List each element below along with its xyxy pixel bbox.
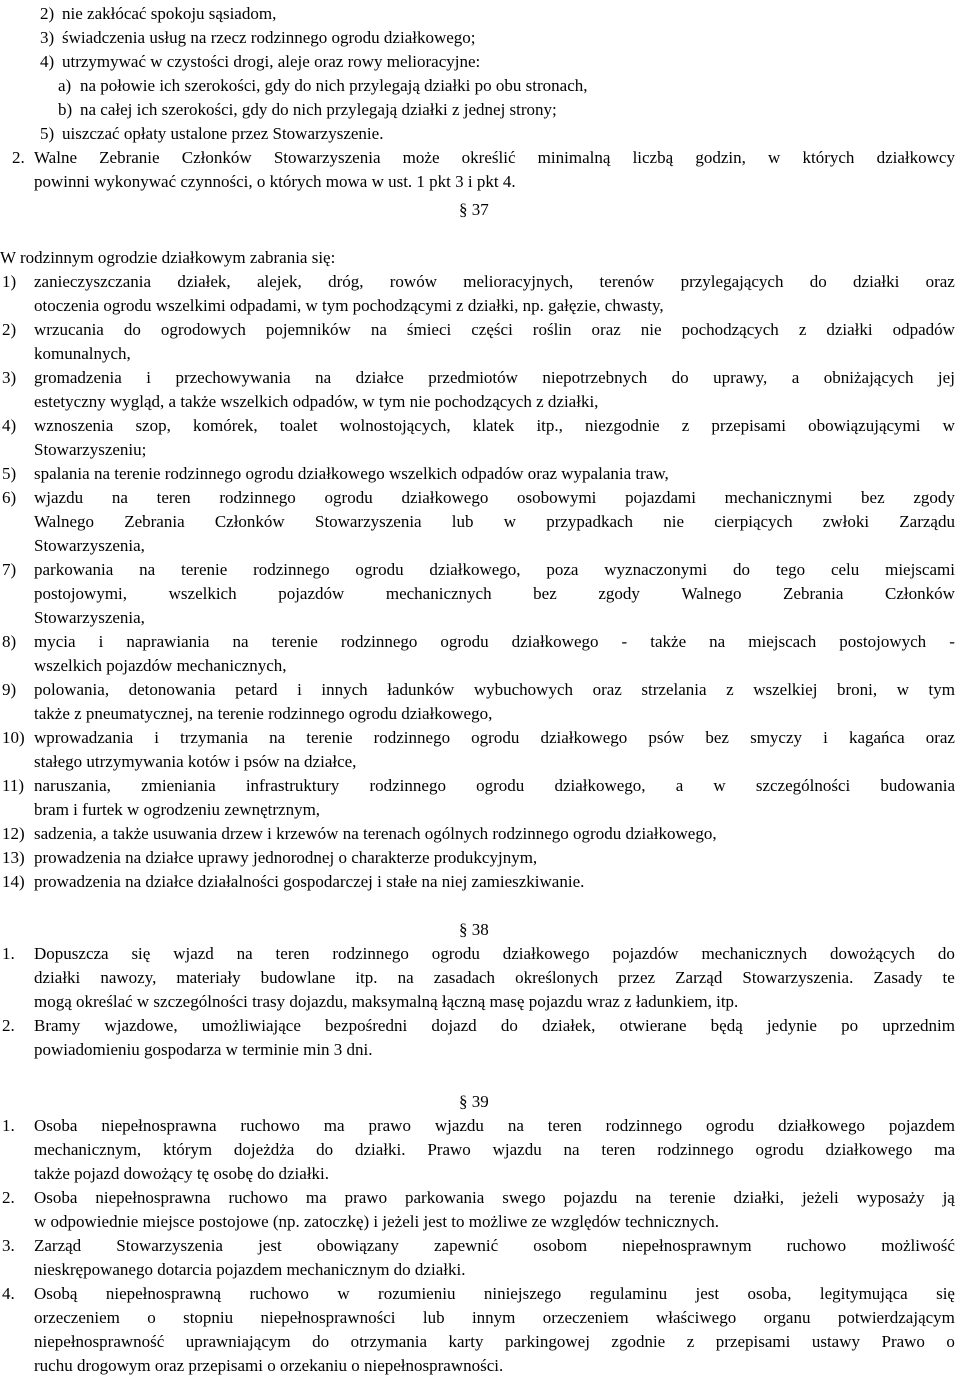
section-heading: [0, 918, 960, 942]
item-label: 14): [2, 872, 25, 891]
text-line: [0, 726, 960, 750]
line-text: powiadomieniu gospodarza w terminie min 3 dni.: [34, 1040, 373, 1059]
text-line: [0, 558, 960, 582]
line-text: Bramy wjazdowe, umożliwiające bezpośredni dojazd do działek, otwierane będą jedynie po uprzednim: [34, 1016, 955, 1035]
section-number: § 37: [459, 200, 489, 219]
text-line: [0, 678, 960, 702]
item-label: 6): [2, 488, 17, 507]
text-line: [0, 654, 960, 678]
item-label: 4): [2, 416, 17, 435]
line-text: prowadzenia na działce uprawy jednorodnej o charakterze produkcyjnym,: [34, 848, 538, 867]
line-text: zanieczyszczania działek, alejek, dróg, rowów melioracyjnych, terenów przylegających do działki oraz: [34, 272, 955, 291]
line-text: Stowarzyszenia,: [34, 608, 145, 627]
item-label: a): [58, 76, 72, 95]
text-line: [0, 74, 960, 98]
line-text: uiszczać opłaty ustalone przez Stowarzyszenie.: [62, 124, 384, 143]
line-text: Dopuszcza się wjazd na teren rodzinnego ogrodu działkowego pojazdów mechanicznych dowożących do: [34, 944, 955, 963]
text-line: [0, 1282, 960, 1306]
text-line: [0, 606, 960, 630]
line-text: komunalnych,: [34, 344, 131, 363]
line-text: mogą określać w szczególności trasy dojazdu, maksymalną łączną masę pojazdu wraz z ładunkiem, itp.: [34, 992, 739, 1011]
text-line: [0, 534, 960, 558]
item-label: 11): [2, 776, 25, 795]
item-label: 7): [2, 560, 17, 579]
section-number: § 39: [459, 1092, 489, 1111]
text-line: [0, 318, 960, 342]
text-line: [0, 702, 960, 726]
section-heading: [0, 198, 960, 222]
line-text: Osobą niepełnosprawną ruchowo w rozumieniu niniejszego regulaminu jest osoba, legitymująca się: [34, 1284, 955, 1303]
line-text: mycia i naprawiania na terenie rodzinnego ogrodu działkowego - także na miejscach postojowych -: [34, 632, 955, 651]
text-line: [0, 390, 960, 414]
item-label: 3): [40, 28, 55, 47]
line-text: powinni wykonywać czynności, o których mowa w ust. 1 pkt 3 i pkt 4.: [34, 172, 516, 191]
item-label: 12): [2, 824, 25, 843]
text-line: [0, 630, 960, 654]
line-text: także z pneumatycznej, na terenie rodzinnego ogrodu działkowego,: [34, 704, 493, 723]
text-line: [0, 2, 960, 26]
text-line: [0, 1258, 960, 1282]
text-line: [0, 462, 960, 486]
item-label: 8): [2, 632, 17, 651]
text-line: [0, 26, 960, 50]
line-text: parkowania na terenie rodzinnego ogrodu działkowego, poza wyznaczonymi do tego celu miejscami: [34, 560, 955, 579]
text-line: [0, 98, 960, 122]
text-line: [0, 170, 960, 194]
text-line: [0, 1114, 960, 1138]
line-text: postojowymi, wszelkich pojazdów mechanicznych bez zgody Walnego Zebrania Członków: [34, 584, 955, 603]
line-text: Walnego Zebrania Członków Stowarzyszenia lub w przypadkach nie cierpiących zwłoki Zarządu: [34, 512, 955, 531]
line-text: nie zakłócać spokoju sąsiadom,: [62, 4, 277, 23]
line-text: niepełnosprawność uprawniającym do otrzymania karty parkingowej zgodnie z przepisami ustawy Prawo o: [34, 1332, 955, 1351]
item-label: 5): [40, 124, 55, 143]
line-text: wrzucania do ogrodowych pojemników na śmieci części roślin oraz nie pochodzących z działki odpadów: [34, 320, 955, 339]
item-label: 10): [2, 728, 25, 747]
item-label: 2.: [12, 148, 25, 167]
text-line: [0, 414, 960, 438]
text-line: [0, 774, 960, 798]
line-text: utrzymywać w czystości drogi, aleje oraz rowy melioracyjne:: [62, 52, 481, 71]
line-text: Osoba niepełnosprawna ruchowo ma prawo wjazdu na teren rodzinnego ogrodu działkowego pojazdem: [34, 1116, 955, 1135]
text-line: [0, 1186, 960, 1210]
item-label: 5): [2, 464, 17, 483]
text-line: [0, 438, 960, 462]
text-line: [0, 870, 960, 894]
text-line: [0, 1038, 960, 1062]
text-line: [0, 966, 960, 990]
line-text: ruchu drogowym oraz przepisami o orzekaniu o niepełnosprawności.: [34, 1356, 504, 1375]
line-text: stałego utrzymywania kotów i psów na działce,: [34, 752, 357, 771]
line-text: sadzenia, a także usuwania drzew i krzewów na terenach ogólnych rodzinnego ogrodu działkowego,: [34, 824, 717, 843]
line-text: mechanicznym, którym dojeżdża do działki. Prawo wjazdu na teren rodzinnego ogrodu działkowego ma: [34, 1140, 955, 1159]
item-label: b): [58, 100, 73, 119]
line-text: prowadzenia na działce działalności gospodarczej i stałe na niej zamieszkiwanie.: [34, 872, 585, 891]
line-text: wznoszenia szop, komórek, toalet wolnostojących, klatek itp., niezgodnie z przepisami obowiązującymi w: [34, 416, 955, 435]
line-text: Zarząd Stowarzyszenia jest obowiązany zapewnić osobom niepełnosprawnym ruchowo możliwość: [34, 1236, 955, 1255]
line-text: nieskrępowanego dotarcia pojazdem mechanicznym do działki.: [34, 1260, 466, 1279]
text-line: [0, 822, 960, 846]
text-line: [0, 246, 960, 270]
line-text: wjazdu na teren rodzinnego ogrodu działkowego osobowymi pojazdami mechanicznymi bez zgody: [34, 488, 955, 507]
line-text: otoczenia ogrodu wszelkimi odpadami, w tym pochodzącymi z działki, np. gałęzie, chwasty,: [34, 296, 664, 315]
text-line: [0, 294, 960, 318]
section-heading: [0, 1090, 960, 1114]
line-text: Osoba niepełnosprawna ruchowo ma prawo parkowania swego pojazdu na terenie działki, jeżeli wyposaży ją: [34, 1188, 955, 1207]
line-text: wszelkich pojazdów mechanicznych,: [34, 656, 287, 675]
text-line: [0, 486, 960, 510]
item-label: 2): [40, 4, 55, 23]
item-label: 2): [2, 320, 17, 339]
line-text: orzeczeniem o stopniu niepełnosprawności lub innym orzeczeniem właściwego organu potwierdzającym: [34, 1308, 955, 1327]
item-label: 1.: [2, 944, 15, 963]
item-label: 3.: [2, 1236, 15, 1255]
item-label: 2.: [2, 1016, 15, 1035]
line-text: polowania, detonowania petard i innych ładunków wybuchowych oraz strzelania z wszelkiej broni, w tym: [34, 680, 955, 699]
line-text: wprowadzania i trzymania na terenie rodzinnego ogrodu działkowego psów bez smyczy i kagańca oraz: [34, 728, 955, 747]
text-line: [0, 750, 960, 774]
item-label: 13): [2, 848, 25, 867]
text-line: [0, 510, 960, 534]
line-text: W rodzinnym ogrodzie działkowym zabrania się:: [0, 248, 336, 267]
line-text: spalania na terenie rodzinnego ogrodu działkowego wszelkich odpadów oraz wypalania traw,: [34, 464, 669, 483]
text-line: [0, 1210, 960, 1234]
line-text: także pojazd dowożący tę osobę do działki.: [34, 1164, 330, 1183]
line-text: naruszania, zmieniania infrastruktury rodzinnego ogrodu działkowego, a w szczególności budowania: [34, 776, 955, 795]
text-line: [0, 846, 960, 870]
item-label: 4): [40, 52, 55, 71]
text-line: [0, 270, 960, 294]
item-label: 1): [2, 272, 17, 291]
text-line: [0, 1138, 960, 1162]
line-text: w odpowiednie miejsce postojowe (np. zatoczkę) i jeżeli jest to możliwe ze względów technicznych.: [34, 1212, 719, 1231]
line-text: na całej ich szerokości, gdy do nich przylegają działki z jednej strony;: [80, 100, 557, 119]
line-text: Walne Zebranie Członków Stowarzyszenia może określić minimalną liczbą godzin, w których działkowcy: [34, 148, 955, 167]
text-line: [0, 50, 960, 74]
item-label: 4.: [2, 1284, 15, 1303]
line-text: Stowarzyszenia,: [34, 536, 145, 555]
line-text: działki nawozy, materiały budowlane itp. na zasadach określonych przez Zarząd Stowarzyszenia. Zasady te: [34, 968, 955, 987]
text-line: [0, 798, 960, 822]
text-line: [0, 342, 960, 366]
item-label: 9): [2, 680, 17, 699]
text-line: [0, 582, 960, 606]
text-line: [0, 1306, 960, 1330]
text-line: [0, 1014, 960, 1038]
item-label: 1.: [2, 1116, 15, 1135]
item-label: 3): [2, 368, 17, 387]
text-line: [0, 942, 960, 966]
text-line: [0, 1354, 960, 1378]
text-line: [0, 990, 960, 1014]
line-text: bram i furtek w ogrodzeniu zewnętrznym,: [34, 800, 321, 819]
line-text: gromadzenia i przechowywania na działce przedmiotów niepotrzebnych do uprawy, a obniżających jej: [34, 368, 955, 387]
text-line: [0, 146, 960, 170]
text-line: [0, 1330, 960, 1354]
line-text: Stowarzyszeniu;: [34, 440, 147, 459]
line-text: świadczenia usług na rzecz rodzinnego ogrodu działkowego;: [62, 28, 476, 47]
text-line: [0, 1162, 960, 1186]
line-text: estetyczny wygląd, a także wszelkich odpadów, w tym nie pochodzących z działki,: [34, 392, 599, 411]
text-line: [0, 122, 960, 146]
text-line: [0, 366, 960, 390]
text-line: [0, 1234, 960, 1258]
section-number: § 38: [459, 920, 489, 939]
line-text: na połowie ich szerokości, gdy do nich przylegają działki po obu stronach,: [80, 76, 588, 95]
item-label: 2.: [2, 1188, 15, 1207]
